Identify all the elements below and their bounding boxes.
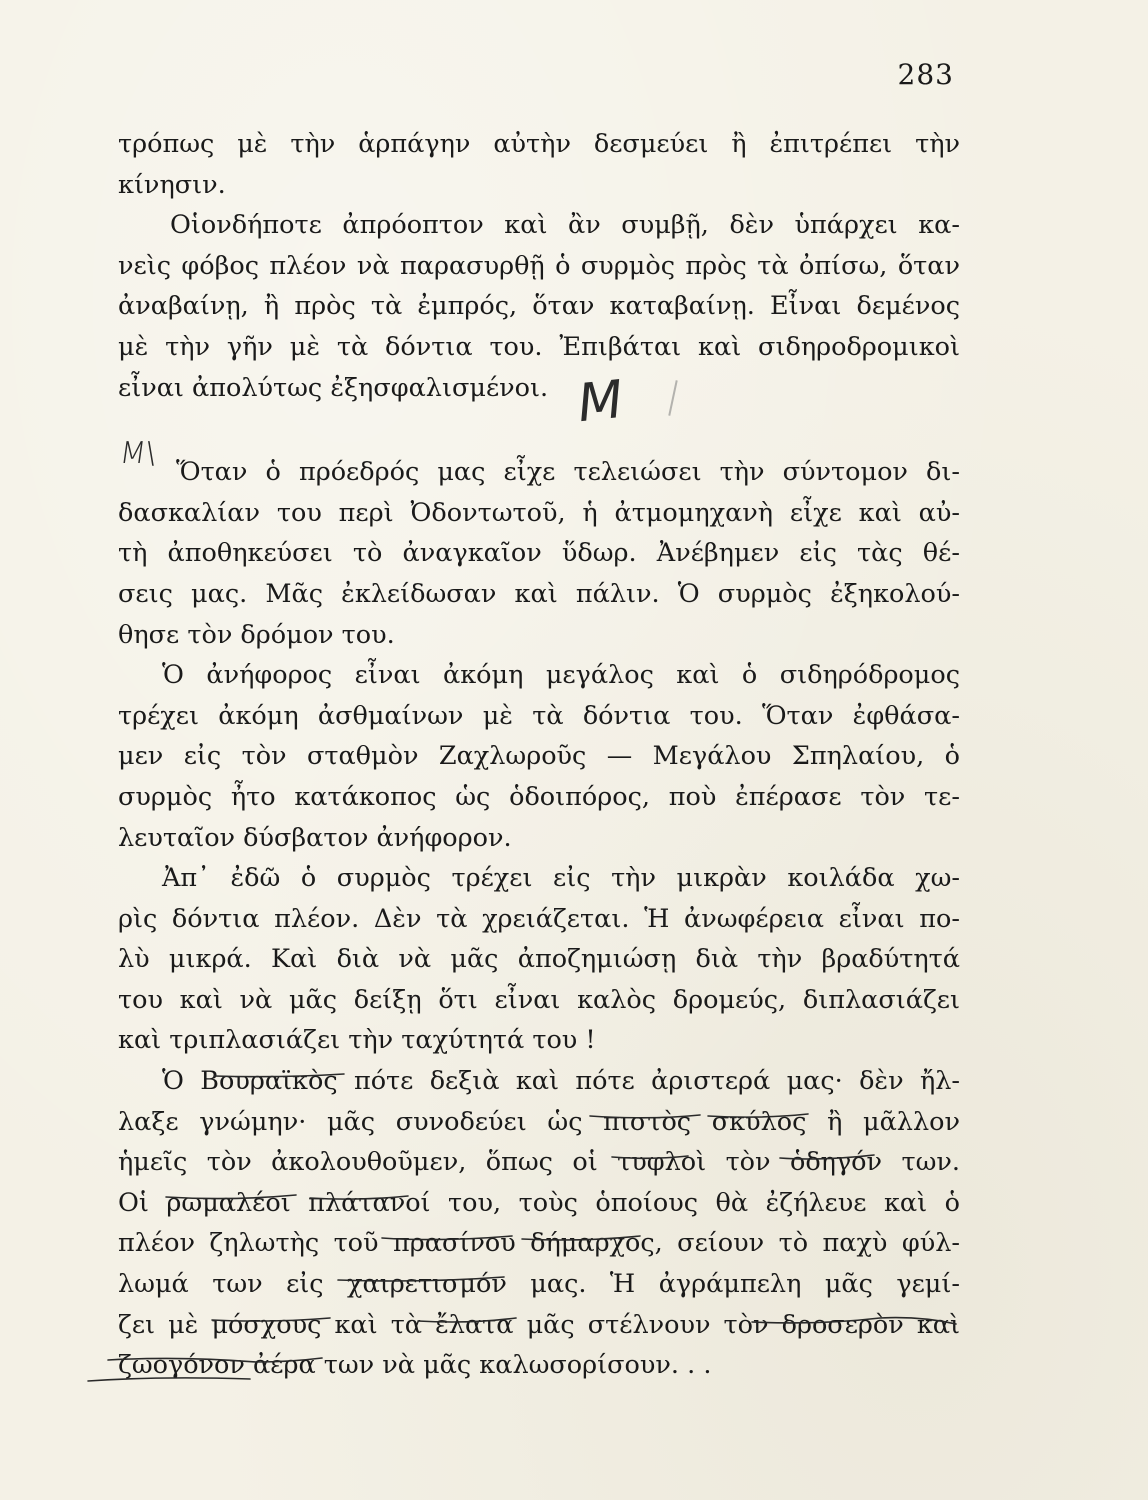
text-line: Οἱ ρωμαλέοι πλάτανοί του, τοὺς ὁποίους θὰ ἐζήλευε καὶ ὁ	[118, 1187, 960, 1218]
body-text	[118, 124, 960, 1386]
text-line: μεν εἰς τὸν σταθμὸν Ζαχλωροῦς — Μεγάλου Σπηλαίου, ὁ	[118, 741, 960, 772]
handwritten-annotation: Μ	[574, 369, 626, 435]
paragraph-1	[118, 124, 960, 205]
text-line: Ἀπ᾿ ἐδῶ ὁ συρμὸς τρέχει εἰς τὴν μικρὰν κοιλάδα χω-	[162, 863, 960, 894]
text-line: λωμά των εἰς χαιρετισμόν μας. Ἡ ἀγράμπελη μᾶς γεμί-	[118, 1269, 960, 1300]
text-line: τρόπως μὲ τὴν ἁρπάγην αὐτὴν δεσμεύει ἢ ἐπιτρέπει τὴν	[118, 129, 960, 159]
text-line: σεις μας. Μᾶς ἐκλείδωσαν καὶ πάλιν. Ὁ συρμὸς ἐξηκολού-	[118, 578, 960, 609]
text-line: Ὁ ἀνήφορος εἶναι ἀκόμη μεγάλος καὶ ὁ σιδηρόδρομος	[162, 660, 960, 691]
text-line: ἡμεῖς τὸν ἀκολουθοῦμεν, ὅπως οἱ τυφλοὶ τὸν ὁδηγόν των.	[118, 1147, 960, 1178]
text-line: Ὁ Βουραϊκὸς πότε δεξιὰ καὶ πότε ἀριστερά μας· δὲν ἤλ-	[162, 1066, 960, 1097]
section-gap	[118, 408, 960, 452]
text-line: του καὶ νὰ μᾶς δείξῃ ὅτι εἶναι καλὸς δρομεύς, διπλασιάζει	[118, 984, 960, 1015]
paragraph-6	[118, 1061, 960, 1386]
text-line: λὺ μικρά. Καὶ διὰ νὰ μᾶς ἀποζημιώσῃ διὰ τὴν βραδύτητά	[118, 944, 960, 975]
text-line: πλέον ζηλωτὴς τοῦ πρασίνου δήμαρχος, σείουν τὸ παχὺ φύλ-	[118, 1228, 960, 1259]
text-line: ρὶς δόντια πλέον. Δὲν τὰ χρειάζεται. Ἡ ἀνωφέρεια εἶναι πο-	[118, 903, 960, 934]
text-line: νεὶς φόβος πλέον νὰ παρασυρθῇ ὁ συρμὸς πρὸς τὰ ὀπίσω, ὅταν	[118, 250, 960, 281]
text-line: ζωογόνον ἀέρα των νὰ μᾶς καλωσορίσουν. . .	[118, 1350, 712, 1381]
text-line: Οἱονδήποτε ἀπρόοπτον καὶ ἂν συμβῇ, δὲν ὑπάρχει κα-	[170, 210, 960, 241]
text-line: κίνησιν.	[118, 169, 226, 200]
text-line: συρμὸς ἦτο κατάκοπος ὡς ὁδοιπόρος, ποὺ ἐπέρασε τὸν τε-	[118, 781, 960, 812]
handwritten-annotation: Μ\	[117, 436, 159, 471]
text-line: τὴ ἀποθηκεύσει τὸ ἀναγκαῖον ὕδωρ. Ἀνέβημεν εἰς τὰς θέ-	[118, 538, 960, 569]
paragraph-4	[118, 655, 960, 858]
text-line: θησε τὸν δρόμον του.	[118, 619, 395, 650]
text-line: δασκαλίαν του περὶ Ὀδοντωτοῦ, ἡ ἀτμομηχανὴ εἶχε καὶ αὐ-	[118, 497, 960, 528]
text-line: λευταῖον δύσβατον ἀνήφορον.	[118, 822, 512, 853]
text-line: λαξε γνώμην· μᾶς συνοδεύει ὡς πιστὸς σκύλος ἢ μᾶλλον	[118, 1106, 960, 1137]
paragraph-2	[118, 205, 960, 408]
paragraph-3	[118, 452, 960, 655]
text-line: ἀναβαίνῃ, ἢ πρὸς τὰ ἐμπρός, ὅταν καταβαίνῃ. Εἶναι δεμένος	[118, 291, 960, 322]
text-line: καὶ τριπλασιάζει τὴν ταχύτητά του !	[118, 1025, 596, 1056]
text-line: εἶναι ἀπολύτως ἐξησφαλισμένοι.	[118, 372, 549, 403]
page-number: 283	[897, 58, 954, 91]
paragraph-5	[118, 858, 960, 1061]
text-line: ζει μὲ μόσχους καὶ τὰ ἔλατα μᾶς στέλνουν τὸν δροσερὸν καὶ	[118, 1309, 960, 1340]
text-line: τρέχει ἀκόμη ἀσθμαίνων μὲ τὰ δόντια του. Ὅταν ἐφθάσα-	[118, 700, 960, 731]
text-line: μὲ τὴν γῆν μὲ τὰ δόντια του. Ἐπιβάται καὶ σιδηροδρομικοὶ	[118, 331, 960, 362]
text-line: Ὅταν ὁ πρόεδρός μας εἶχε τελειώσει τὴν σύντομον δι-	[176, 457, 960, 488]
